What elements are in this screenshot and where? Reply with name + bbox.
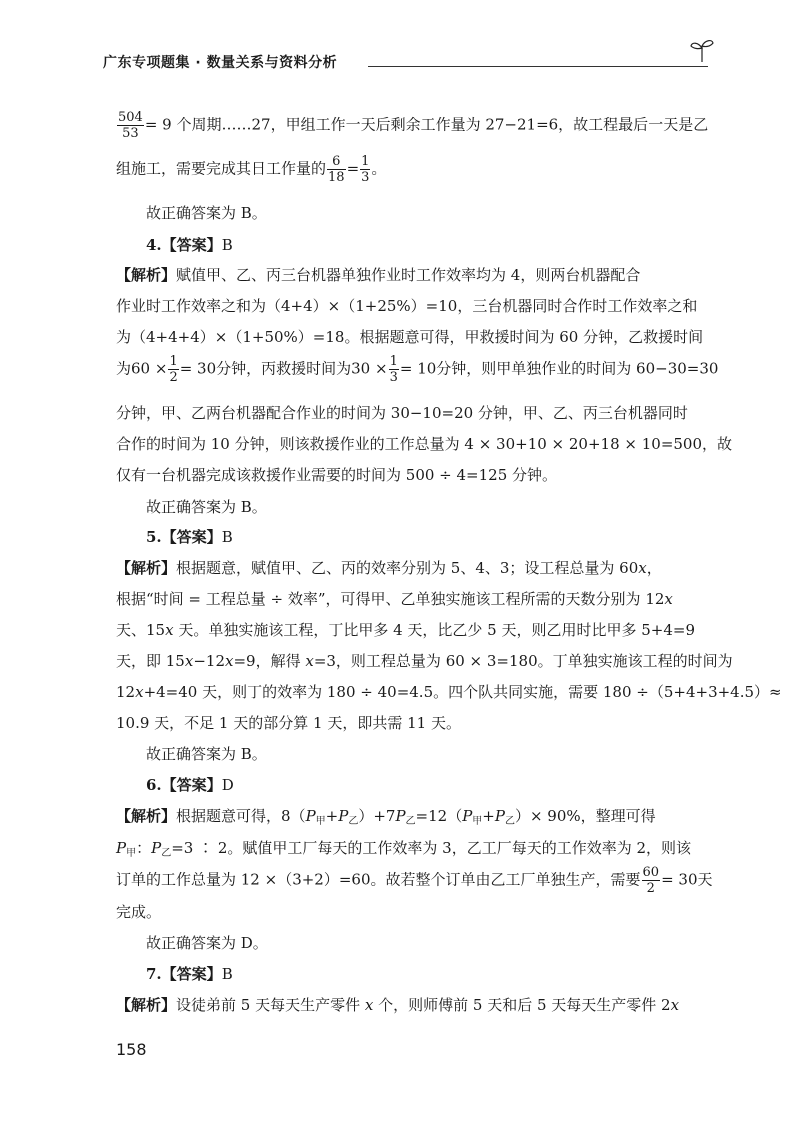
answer-heading-4: 4.【答案】B <box>146 236 233 254</box>
answer-statement: 故正确答案为 B。 <box>146 498 267 516</box>
sprout-icon <box>688 36 716 64</box>
explanation-line: 【解析】根据题意可得，$8(P_甲+P_乙)+7P_乙=12(P_甲+P_乙)\times 90\%$，整理可得 <box>116 807 656 827</box>
answer-statement: 故正确答案为 B。 <box>146 204 267 222</box>
explanation-line: 为（4+4+4）×（1+50%）=18。根据题意可得，甲救援时间为 60 分钟，乙救援时间 <box>116 328 704 346</box>
fraction: $\frac{1}{2}$ <box>169 354 178 385</box>
running-header: 广东专项题集 · 数量关系与资料分析 <box>103 55 338 71</box>
explanation-line: 【解析】设徒弟前 5 天每天生产零件 x 个，则师傅前 5 天和后 5 天每天生产零件 2x <box>116 996 680 1014</box>
explanation-line: 【解析】赋值甲、乙、丙三台机器单独作业时工作效率均为 4，则两台机器配合 <box>116 266 641 284</box>
text-line: $\frac{504}{53}$ = 9 个周期……27，甲组工作一天后剩余工作量为 27−21=6，故工程最后一天是乙 <box>118 110 709 141</box>
explanation-line: 订单的工作总量为 12 ×（3+2）=60。故若整个订单由乙工厂单独生产，需要 $\frac{60}{2}$ = 30天 <box>116 865 713 896</box>
answer-statement: 故正确答案为 D。 <box>146 934 268 952</box>
explanation-line: 天、15x 天。单独实施该工程，丁比甲多 4 天，比乙少 5 天，则乙用时比甲多 5+4=9 <box>116 621 696 639</box>
answer-heading-6: 6.【答案】D <box>146 776 234 794</box>
explanation-line: 【解析】根据题意，赋值甲、乙、丙的效率分别为 5、4、3；设工程总量为 60x， <box>116 559 662 577</box>
explanation-line: 分钟，甲、乙两台机器配合作业的时间为 30−10=20 分钟，甲、乙、丙三台机器同时 <box>116 404 688 422</box>
fraction: $\frac{1}{3}$ <box>389 354 398 385</box>
explanation-line: 合作的时间为 10 分钟，则该救援作业的工作总量为 4 × 30+10 × 20+18 × 10=500，故 <box>116 435 733 453</box>
text-line: 组施工，需要完成其日工作量的 $\frac{6}{18}$ = $\frac{1}{3}$ 。 <box>116 154 387 185</box>
fraction: $\frac{60}{2}$ <box>642 865 660 896</box>
answer-statement: 故正确答案为 B。 <box>146 745 267 763</box>
explanation-line: 完成。 <box>116 903 162 921</box>
explanation-line: 根据“时间 = 工程总量 ÷ 效率”，可得甲、乙单独实施该工程所需的天数分别为 12x <box>116 590 673 608</box>
header-rule <box>368 66 708 67</box>
explanation-line: 作业时工作效率之和为（4+4）×（1+25%）=10，三台机器同时合作时工作效率之和 <box>116 297 698 315</box>
answer-heading-7: 7.【答案】B <box>146 965 233 983</box>
answer-heading-5: 5.【答案】B <box>146 528 233 546</box>
explanation-line: $P_甲$：$P_乙=3$ ∶ 2。赋值甲工厂每天的工作效率为 3，乙工厂每天的工作效率为 2，则该 <box>116 839 692 859</box>
fraction: $\frac{6}{18}$ <box>328 154 345 185</box>
fraction: $\frac{504}{53}$ <box>118 110 143 141</box>
fraction: $\frac{1}{3}$ <box>361 154 370 185</box>
explanation-line: 10.9 天，不足 1 天的部分算 1 天，即共需 11 天。 <box>116 714 461 732</box>
explanation-line: 为60 × $\frac{1}{2}$ = 30分钟，丙救援时间为30 × $\frac{1}{3}$ = 10分钟，则甲单独作业的时间为 60−30=30 <box>116 354 719 385</box>
explanation-line: 12x+4=40 天，则丁的效率为 180 ÷ 40=4.5。四个队共同实施，需要 180 ÷（5+4+3+4.5）≈ <box>116 683 782 701</box>
explanation-line: 仅有一台机器完成该救援作业需要的时间为 500 ÷ 4=125 分钟。 <box>116 466 558 484</box>
explanation-line: 天，即 15x−12x=9，解得 x=3，则工程总量为 60 × 3=180。丁单独实施该工程的时间为 <box>116 652 733 670</box>
page-number: 158 <box>116 1040 147 1059</box>
